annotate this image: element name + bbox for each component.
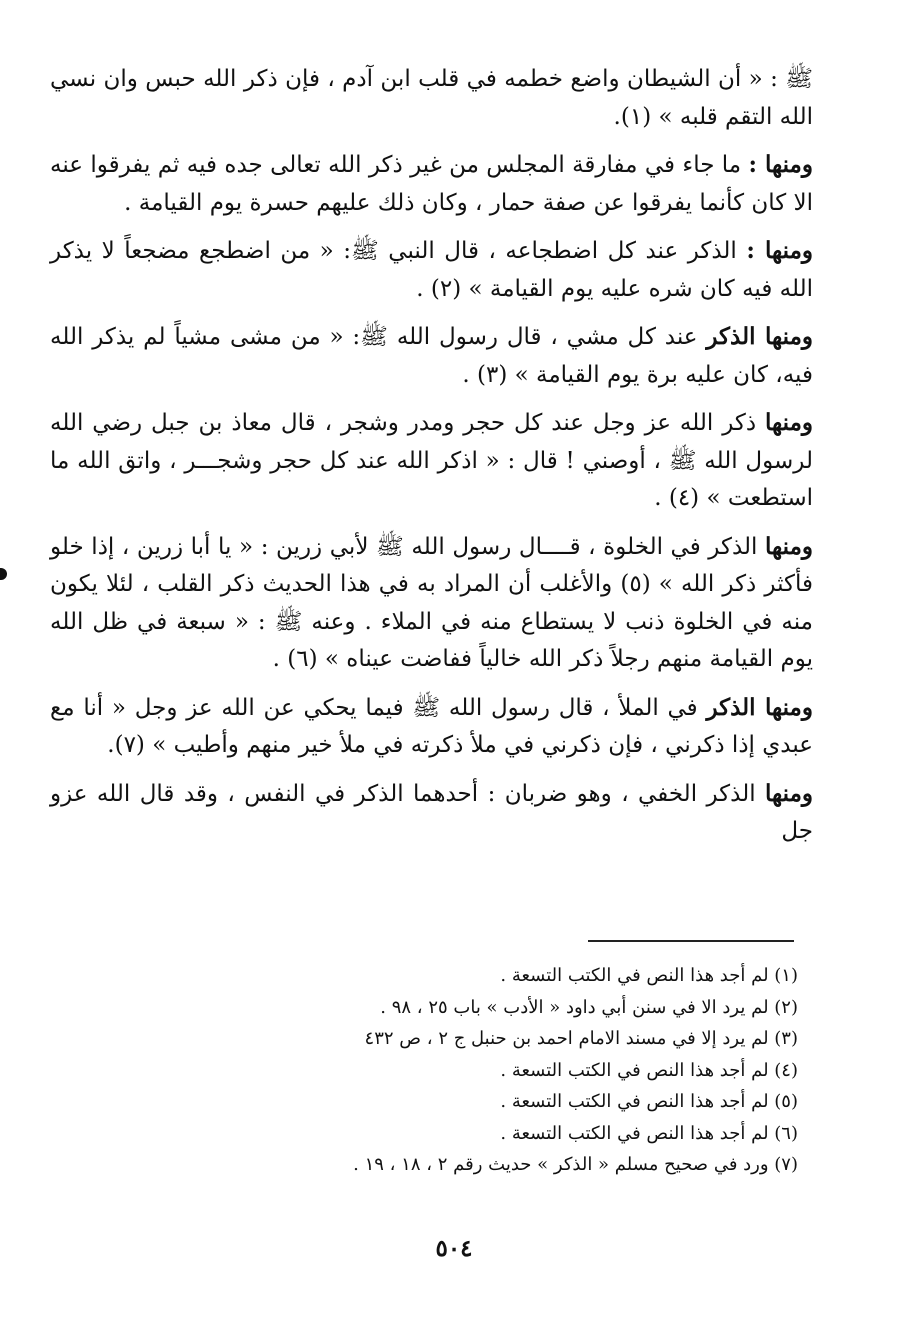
footnote-7: (٧) ورد في صحيح مسلم « الذكر » حديث رقم ٢ ، ١٨ ، ١٩ . bbox=[353, 1154, 798, 1175]
main-text bbox=[50, 60, 813, 861]
paragraph-1 bbox=[50, 60, 813, 136]
paragraph-6 bbox=[50, 528, 813, 679]
paragraph-body: عند كل مشي ، قال رسول الله ﷺ: « من مشى مشياً لم يذكر الله فيه، كان عليه برة يوم القيامة » (٣) . bbox=[50, 324, 813, 388]
paragraph-5 bbox=[50, 404, 813, 518]
paragraph-lead: ومنها الذكر bbox=[706, 693, 813, 721]
paragraph-lead: ومنها : bbox=[746, 237, 813, 264]
paragraph-3 bbox=[50, 232, 813, 308]
paragraph-body: ذكر الله عز وجل عند كل حجر ومدر وشجر ، قال معاذ بن جبل رضي الله لرسول الله ﷺ ، أوصني ! قال : « اذكر الله عند كل حجر وشجـــر ، واتق الله ما استطعت » (٤) . bbox=[50, 410, 813, 511]
footnote-3: (٣) لم يرد إلا في مسند الامام احمد بن حنبل ج ٢ ، ص ٤٣٢ bbox=[364, 1028, 798, 1049]
footnotes bbox=[260, 960, 798, 1181]
paragraph-body: الذكر في الخلوة ، قــــال رسول الله ﷺ لأبي زرين : « يا أبا زرين ، إذا خلو فأكثر ذكر الله » (٥) والأغلب أن المراد به في هذا الحديث ذكر القلب ، لئلا يكون منه في الخلوة ذنب لا يستطاع منه في الملاء . وعنه ﷺ : « سبعة في ظل الله يوم القيامة منهم رجلاً ذكر الله خالياً ففاضت عيناه » (٦) . bbox=[50, 533, 813, 672]
footnote-1: (١) لم أجد هذا النص في الكتب التسعة . bbox=[500, 965, 798, 986]
paragraph-7 bbox=[50, 689, 813, 765]
page-number: ٥٠٤ bbox=[435, 1235, 473, 1262]
footnote-6: (٦) لم أجد هذا النص في الكتب التسعة . bbox=[500, 1122, 798, 1144]
paragraph-lead: ومنها : bbox=[748, 151, 813, 178]
paragraph-lead: ومنها bbox=[765, 532, 813, 560]
paragraph-8 bbox=[50, 775, 813, 851]
footnote-5: (٥) لم أجد هذا النص في الكتب التسعة . bbox=[500, 1091, 798, 1112]
paragraph-2 bbox=[50, 146, 813, 222]
paragraph-body: الذكر عند كل اضطجاعه ، قال النبي ﷺ: « من اضطجع مضجعاً لا يذكر الله فيه كان شره عليه يوم القيامة » (٢) . bbox=[50, 238, 813, 302]
paragraph-lead: ومنها bbox=[765, 779, 813, 807]
paragraph-lead: ومنها الذكر bbox=[706, 323, 813, 350]
page-edge-mark bbox=[0, 568, 7, 580]
paragraph-lead: ومنها bbox=[765, 409, 813, 436]
footnote-4: (٤) لم أجد هذا النص في الكتب التسعة . bbox=[500, 1059, 798, 1081]
paragraph-body: في الملأ ، قال رسول الله ﷺ فيما يحكي عن الله عز وجل « أنا مع عبدي إذا ذكرني ، فإن ذكرني في ملأ ذكرته في ملأ خير منهم وأطيب » (٧). bbox=[50, 694, 813, 758]
footnote-divider bbox=[588, 940, 794, 942]
paragraph-body: ﷺ : « أن الشيطان واضع خطمه في قلب ابن آدم ، فإن ذكر الله حبس وان نسي الله التقم قلبه » (١). bbox=[50, 66, 813, 130]
footnote-2: (٢) لم يرد الا في سنن أبي داود « الأدب » باب ٢٥ ، ٩٨ . bbox=[380, 996, 798, 1018]
paragraph-4 bbox=[50, 318, 813, 394]
paragraph-body: الذكر الخفي ، وهو ضربان : أحدهما الذكر في النفس ، وقد قال الله عزو جل bbox=[50, 780, 813, 844]
paragraph-body: ما جاء في مفارقة المجلس من غير ذكر الله تعالى جده فيه ثم يفرقوا عنه الا كان كأنما يفرقوا عن صفة حمار ، وكان ذلك عليهم حسرة يوم القيامة . bbox=[50, 152, 813, 216]
